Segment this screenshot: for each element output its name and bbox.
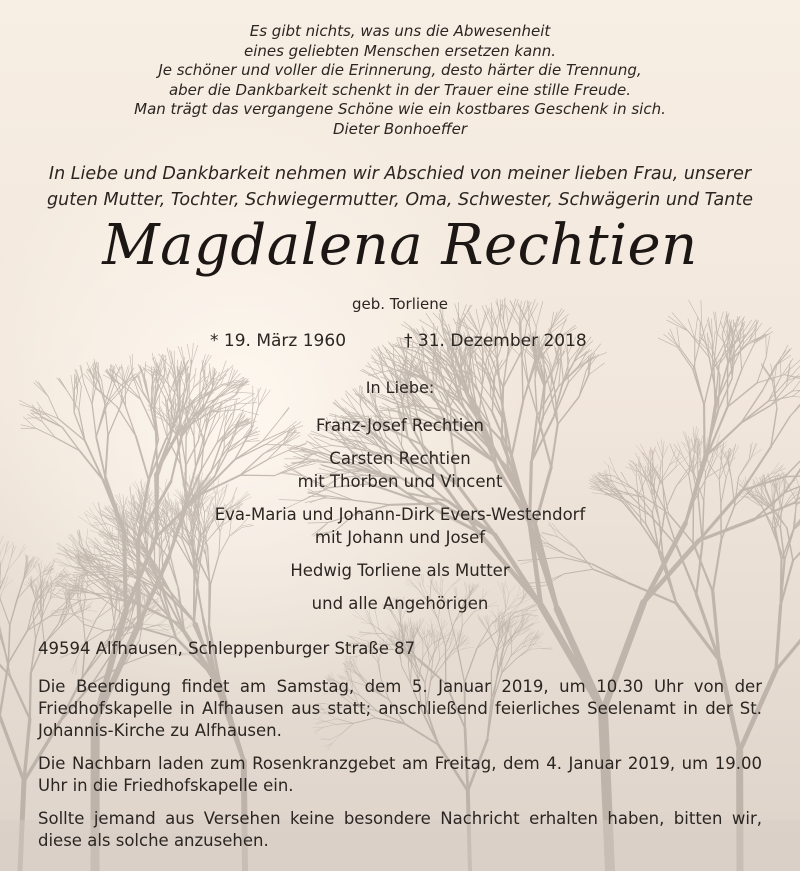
quote-line: Man trägt das vergangene Schöne wie ein kostbares Geschenk in sich. (134, 100, 666, 118)
mourners-heading: In Liebe: (365, 378, 435, 397)
mourner-entry (0, 503, 800, 549)
quote-line: Je schöner und voller die Erinnerung, desto härter die Trennung, (158, 61, 642, 79)
address: 49594 Alfhausen, Schleppenburger Straße 87 (38, 639, 416, 658)
birth-date: * 19. März 1960 (210, 331, 347, 351)
quote-line: Es gibt nichts, was uns die Abwesenheit (249, 22, 551, 40)
notice-info: Sollte jemand aus Versehen keine besondere Nachricht erhalten haben, bitten wir, diese als solche anzusehen. (38, 809, 762, 850)
mourner-entry (0, 447, 800, 493)
mourner-line: und alle Angehörigen (311, 594, 489, 613)
quote-line: eines geliebten Menschen ersetzen kann. (243, 41, 557, 60)
death-date: † 31. Dezember 2018 (404, 331, 587, 351)
farewell-intro (20, 161, 780, 213)
intro-line: guten Mutter, Tochter, Schwiegermutter, Oma, Schwester, Schwägerin und Tante (47, 190, 753, 210)
mourner-line: Carsten Rechtien (329, 449, 471, 468)
mourner-entry (0, 559, 800, 582)
intro-line: In Liebe und Dankbarkeit nehmen wir Abschied von meiner lieben Frau, unserer (48, 164, 752, 184)
mourner-line: Franz-Josef Rechtien (315, 416, 484, 435)
birth-name: geb. Torliene (351, 295, 449, 313)
bonhoeffer-quote (60, 22, 740, 139)
quote-line: aber die Dankbarkeit schenkt in der Trauer eine stille Freude. (168, 80, 632, 99)
quote-author: Dieter Bonhoeffer (332, 119, 468, 138)
funeral-info: Die Beerdigung findet am Samstag, dem 5. Januar 2019, um 10.30 Uhr von der Friedhofskapelle in Alfhausen aus statt; anschließend feierliches Seelenamt in der St. Johannis-Kirche zu Alfhausen. (38, 677, 762, 740)
mourner-entry (0, 592, 800, 615)
mourner-entry (0, 414, 800, 437)
deceased-name: Magdalena Rechtien (102, 213, 698, 278)
mourner-line: mit Johann und Josef (314, 528, 486, 547)
mourner-line: Eva-Maria und Johann-Dirk Evers-Westendorf (214, 505, 586, 524)
mourner-line: Hedwig Torliene als Mutter (290, 561, 510, 580)
mourners-list (0, 414, 800, 625)
rosary-info: Die Nachbarn laden zum Rosenkranzgebet am Freitag, dem 4. Januar 2019, um 19.00 Uhr in die Friedhofskapelle ein. (38, 754, 762, 795)
mourner-line: mit Thorben und Vincent (297, 472, 503, 491)
